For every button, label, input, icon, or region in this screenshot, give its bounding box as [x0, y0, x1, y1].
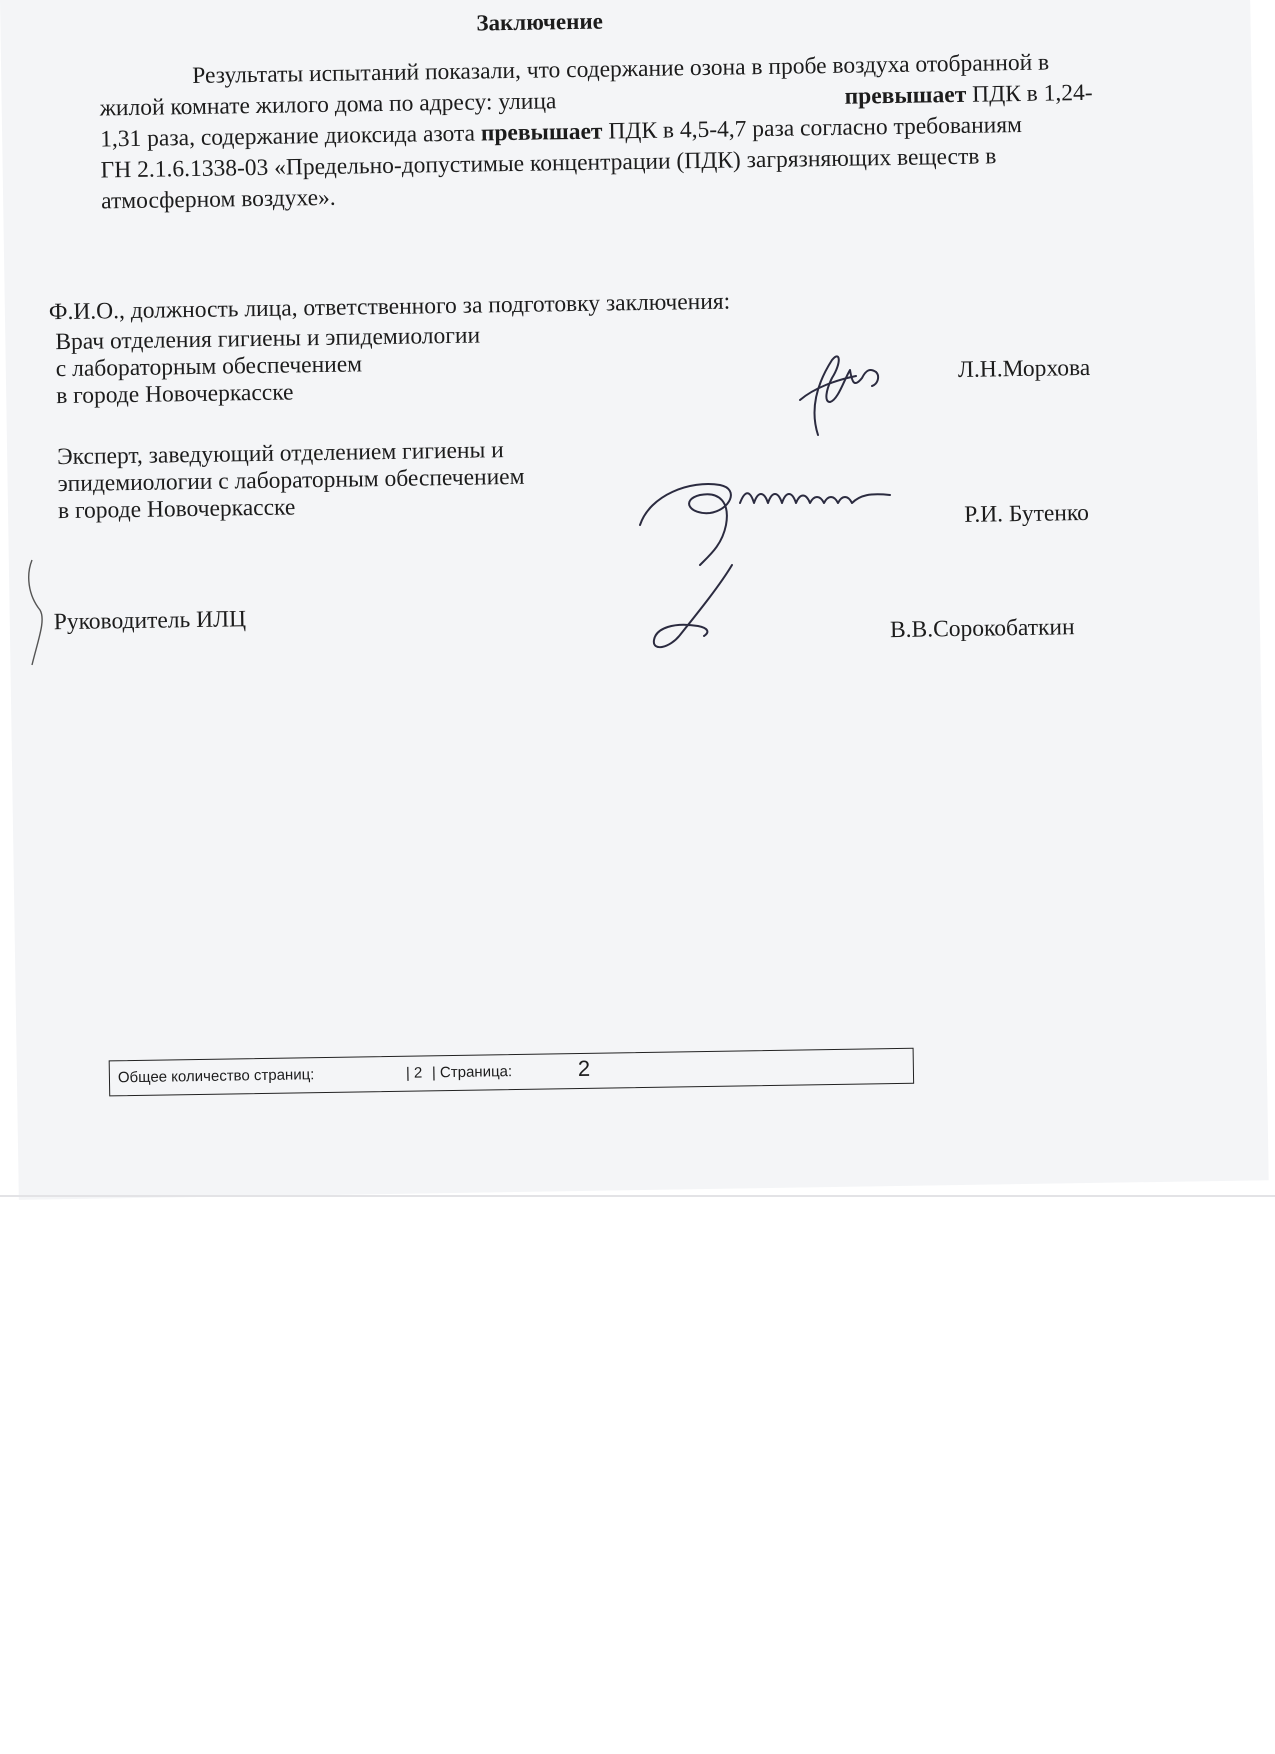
- signatory-3-position: Руководитель ИЛЦ: [53, 606, 247, 636]
- signatory-2-position-line-1: Эксперт, заведующий отделением гигиены и: [56, 437, 504, 471]
- paragraph-line-3-end: ПДК в 4,5-4,7 раза согласно требованиям: [608, 111, 1023, 145]
- signatory-1-position-line-2: с лабораторным обеспечением: [55, 351, 363, 383]
- responsible-heading: Ф.И.О., должность лица, ответственного за подготовку заключения:: [48, 288, 731, 326]
- paragraph-line-1: Результаты испытаний показали, что содержание озона в пробе воздуха отобранной в: [192, 49, 1050, 89]
- emphasis-exceeds: превышает: [844, 81, 967, 110]
- paragraph-line-5: атмосферном воздухе».: [100, 184, 336, 215]
- paragraph-line-2-end: [844, 78, 1092, 113]
- sheet-edge: [0, 1195, 1275, 1197]
- signatory-2-position-line-2: эпидемиологии с лабораторным обеспечением: [57, 463, 525, 498]
- signature-sorokobatkin: [640, 560, 750, 660]
- paragraph-line-4: ГН 2.1.6.1338-03 «Предельно-допустимые концентрации (ПДК) загрязняющих веществ в: [100, 143, 997, 184]
- signatory-1-position-line-3: в городе Новочеркасске: [56, 379, 294, 410]
- paragraph-line-3-start: 1,31 раза, содержание диоксида азота: [99, 120, 476, 153]
- signature-butenko: [630, 455, 930, 575]
- margin-mark: [22, 555, 62, 675]
- footer-total-pages-label: Общее количество страниц:: [117, 1066, 315, 1087]
- footer-total-pages-value: | 2: [405, 1064, 423, 1082]
- signature-morkhova: [780, 340, 900, 450]
- signatory-1-position-line-1: Врач отделения гигиены и эпидемиологии: [55, 322, 481, 356]
- paragraph-line-2-start: жилой комнате жилого дома по адресу: улица: [99, 88, 557, 122]
- footer-page-label: | Страница:: [431, 1063, 513, 1082]
- signatory-3-name: В.В.Сорокобаткин: [889, 614, 1075, 644]
- signatory-2-position-line-3: в городе Новочеркасске: [57, 494, 296, 525]
- emphasis-exceeds-2: превышает: [480, 118, 603, 147]
- signatory-2-name: Р.И. Бутенко: [964, 499, 1090, 528]
- signatory-1-name: Л.Н.Морхова: [957, 354, 1091, 383]
- page-footer-box: [109, 1048, 914, 1097]
- paragraph-line-2-tail: ПДК в 1,24-: [971, 79, 1093, 108]
- document-title: Заключение: [476, 8, 603, 36]
- footer-page-value: 2: [577, 1055, 591, 1082]
